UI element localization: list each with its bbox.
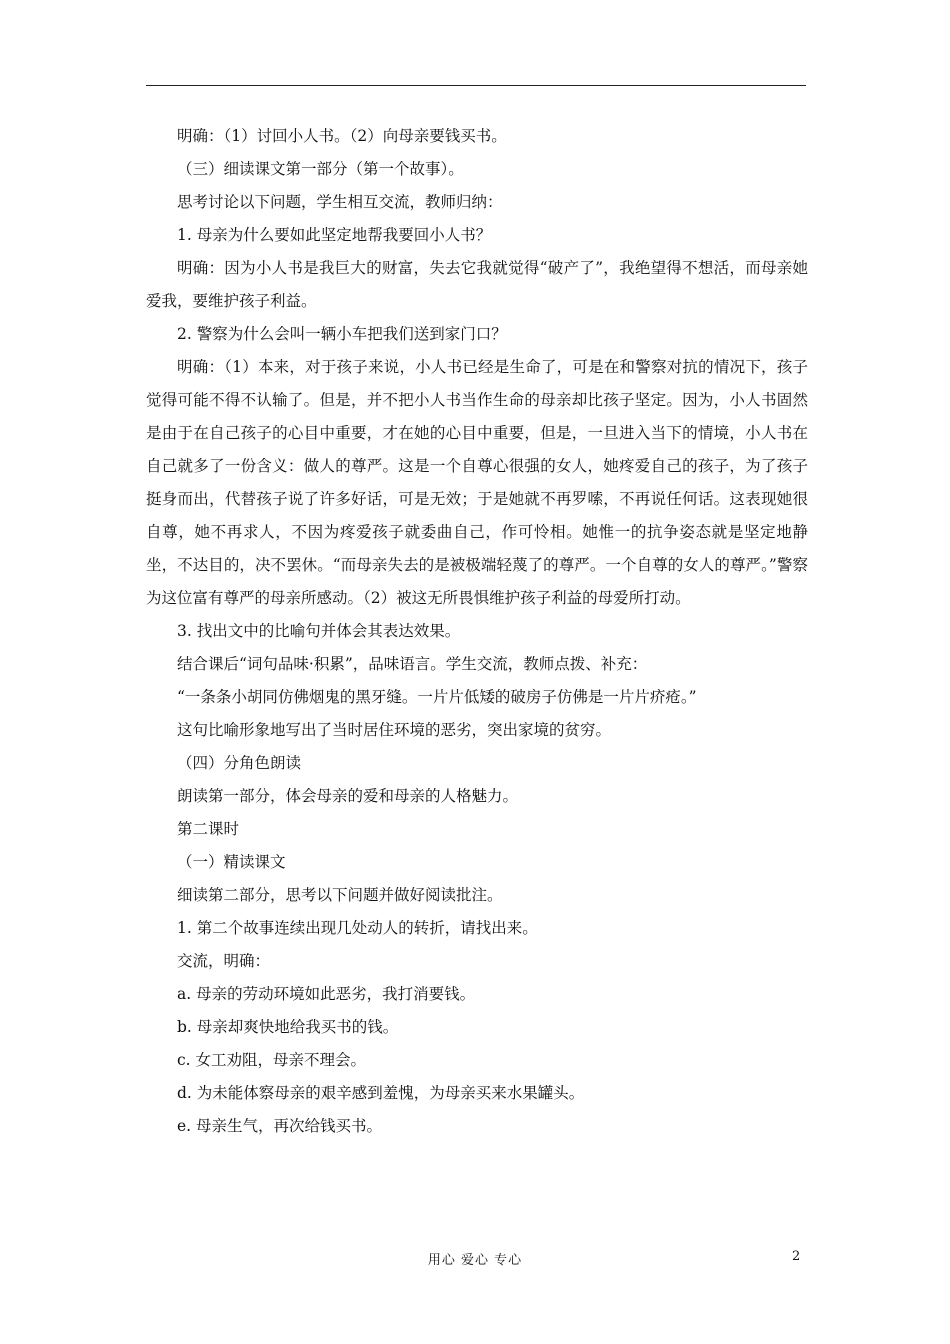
question-item: 1. 母亲为什么要如此坚定地帮我要回小人书？	[177, 226, 492, 244]
section-heading: （三）细读课文第一部分（第一个故事）。	[177, 160, 464, 178]
paragraph: 结合课后“词句品味·积累”，品味语言。学生交流，教师点拨、补充：	[177, 655, 648, 673]
page-number: 2	[792, 1249, 801, 1264]
header-rule	[146, 85, 806, 86]
footer-motto: 用心 爱心 专心	[427, 1253, 523, 1268]
paragraph: 朗读第一部分，体会母亲的爱和母亲的人格魅力。	[177, 787, 519, 805]
lesson-heading: 第二课时	[177, 820, 240, 838]
quotation: “一条条小胡同仿佛烟鬼的黑牙缝。一片片低矮的破房子仿佛是一片片疥疮。”	[177, 688, 697, 706]
list-item: d. 为未能体察母亲的艰辛感到羞愧，为母亲买来水果罐头。	[177, 1084, 585, 1102]
list-item: e. 母亲生气，再次给钱买书。	[177, 1117, 383, 1135]
section-heading: （一）精读课文	[177, 853, 286, 871]
list-item: a. 母亲的劳动环境如此恶劣，我打消要钱。	[177, 985, 476, 1003]
question-item: 2. 警察为什么会叫一辆小车把我们送到家门口？	[177, 325, 507, 343]
answer-paragraph: 明确：因为小人书是我巨大的财富，失去它我就觉得“破产了”，我绝望得不想活，而母亲她爱我，要维护孩子利益。	[146, 259, 808, 310]
section-heading: （四）分角色朗读	[177, 754, 302, 772]
paragraph: 这句比喻形象地写出了当时居住环境的恶劣，突出家境的贫穷。	[177, 721, 612, 739]
list-item: b. 母亲却爽快地给我买书的钱。	[177, 1018, 399, 1036]
paragraph: 思考讨论以下问题，学生相互交流，教师归纳：	[177, 193, 503, 211]
list-item: c. 女工劝阻，母亲不理会。	[177, 1051, 367, 1069]
question-item: 1. 第二个故事连续出现几处动人的转折，请找出来。	[177, 919, 538, 937]
paragraph: 明确：（1）讨回小人书。（2）向母亲要钱买书。	[177, 127, 507, 145]
paragraph: 交流，明确：	[177, 952, 271, 970]
question-item: 3. 找出文中的比喻句并体会其表达效果。	[177, 622, 461, 640]
document-body	[146, 120, 808, 1143]
paragraph: 细读第二部分，思考以下问题并做好阅读批注。	[177, 886, 503, 904]
answer-paragraph: 明确：（1）本来，对于孩子来说，小人书已经是生命了，可是在和警察对抗的情况下，孩子觉得可能不得不认输了。但是，并不把小人书当作生命的母亲却比孩子坚定。因为，小人书固然是由于在自己孩子的心目中重要，才在她的心目中重要，但是，一旦进入当下的情境，小人书在自己就多了一份含义：做人的尊严。这是一个自尊心很强的女人，她疼爱自己的孩子，为了孩子挺身而出，代替孩子说了许多好话，可是无效；于是她就不再罗嗦，不再说任何话。这表现她很自尊，她不再求人，不因为疼爱孩子就委曲自己，作可怜相。她惟一的抗争姿态就是坚定地静坐，不达目的，决不罢休。“而母亲失去的是被极端轻蔑了的尊严。一个自尊的女人的尊严。”警察为这位富有尊严的母亲所感动。（2）被这无所畏惧维护孩子利益的母爱所打动。	[146, 358, 808, 607]
